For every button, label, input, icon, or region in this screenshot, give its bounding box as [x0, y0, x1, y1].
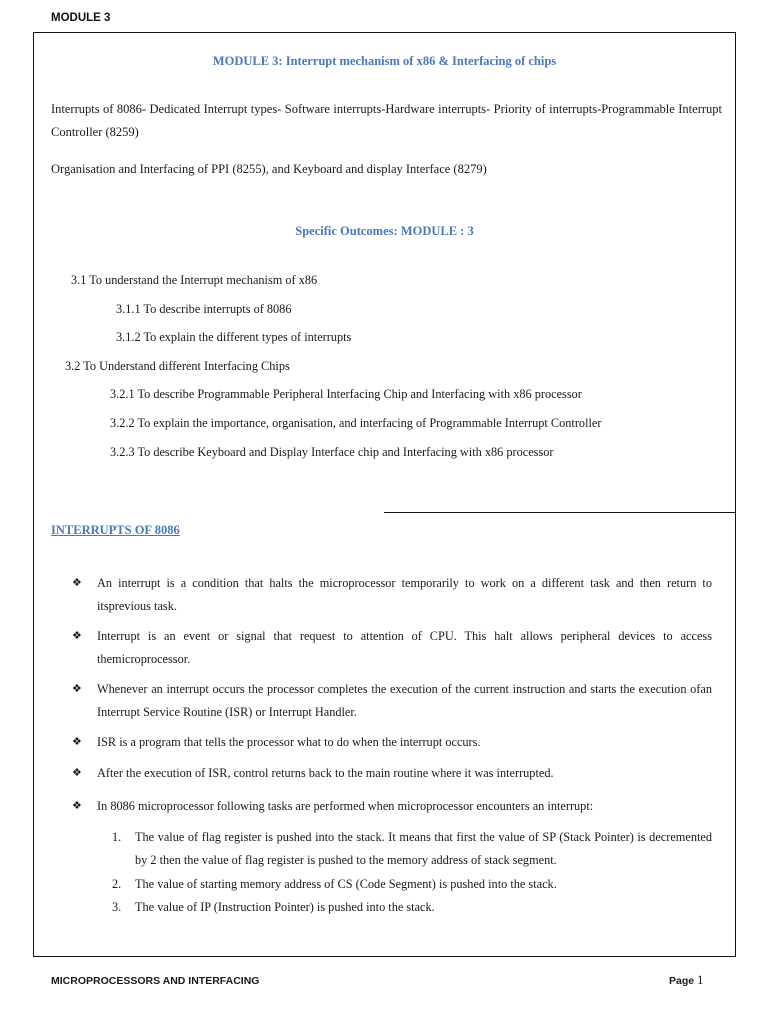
- diamond-bullet-icon: ❖: [72, 736, 82, 748]
- step-number: 1.: [112, 830, 122, 844]
- bullet-text: After the execution of ISR, control returns back to the main routine where it was interrupted.: [97, 766, 554, 780]
- bullet-item: [72, 731, 712, 754]
- numbered-step: [112, 873, 712, 896]
- page-label: Page: [669, 975, 695, 987]
- bullet-item: [72, 572, 712, 618]
- outcome-item: 3.2 To Understand different Interfacing Chips: [65, 359, 290, 373]
- diamond-bullet-icon: ❖: [72, 577, 82, 589]
- diamond-bullet-icon: ❖: [72, 800, 82, 812]
- footer-page: [669, 972, 704, 988]
- syllabus-paragraph-1: Interrupts of 8086- Dedicated Interrupt types- Software interrupts-Hardware interrupts- Priority of interrupts-Programmable Interrupt Controller (8259): [51, 102, 722, 139]
- bullet-text: Interrupt is an event or signal that request to attention of CPU. This halt allows peripheral devices to access themicroprocessor.: [97, 629, 712, 666]
- outcome-item: 3.2.3 To describe Keyboard and Display Interface chip and Interfacing with x86 processor: [110, 445, 554, 459]
- module-title: MODULE 3: Interrupt mechanism of x86 & Interfacing of chips: [212, 54, 557, 68]
- outcome-item: 3.1.1 To describe interrupts of 8086: [116, 302, 292, 316]
- bullet-item: [72, 678, 712, 724]
- step-text: The value of starting memory address of CS (Code Segment) is pushed into the stack.: [135, 877, 557, 891]
- page-number: 1: [697, 972, 704, 987]
- outcomes-title: Specific Outcomes: MODULE : 3: [295, 224, 474, 238]
- diamond-bullet-icon: ❖: [72, 767, 82, 779]
- step-text: The value of IP (Instruction Pointer) is pushed into the stack.: [135, 900, 435, 914]
- diamond-bullet-icon: ❖: [72, 683, 82, 695]
- step-number: 2.: [112, 877, 122, 891]
- outcome-item: 3.2.2 To explain the importance, organisation, and interfacing of Programmable Interrupt Controller: [110, 416, 602, 430]
- bullet-text: ISR is a program that tells the processor what to do when the interrupt occurs.: [97, 735, 481, 749]
- syllabus-paragraph-2: Organisation and Interfacing of PPI (8255), and Keyboard and display Interface (8279): [51, 162, 487, 176]
- numbered-step: [112, 826, 712, 872]
- numbered-step: [112, 896, 712, 919]
- bullet-item: [72, 625, 712, 671]
- bullet-text: In 8086 microprocessor following tasks are performed when microprocessor encounters an interrupt:: [97, 799, 594, 813]
- bullet-item: [72, 762, 712, 785]
- section-heading: INTERRUPTS OF 8086: [51, 523, 180, 537]
- footer-course-title: MICROPROCESSORS AND INTERFACING: [51, 975, 260, 987]
- module-header-label: MODULE 3: [51, 12, 111, 24]
- bullet-text: Whenever an interrupt occurs the processor completes the execution of the current instruction and starts the execution ofan Interrupt Service Routine (ISR) or Interrupt Handler.: [97, 682, 712, 719]
- outcome-item: 3.2.1 To describe Programmable Peripheral Interfacing Chip and Interfacing with x86 processor: [110, 387, 582, 401]
- step-text: The value of flag register is pushed into the stack. It means that first the value of SP (Stack Pointer) is decremented by 2 then the value of flag register is pushed to the memory address of stack segment.: [135, 830, 712, 867]
- outcome-item: 3.1.2 To explain the different types of interrupts: [116, 330, 352, 344]
- diamond-bullet-icon: ❖: [72, 630, 82, 642]
- outcome-item: 3.1 To understand the Interrupt mechanism of x86: [71, 273, 318, 287]
- bullet-text: An interrupt is a condition that halts the microprocessor temporarily to work on a different task and then return to itsprevious task.: [97, 576, 712, 613]
- step-number: 3.: [112, 900, 122, 914]
- bullet-item: [72, 795, 712, 818]
